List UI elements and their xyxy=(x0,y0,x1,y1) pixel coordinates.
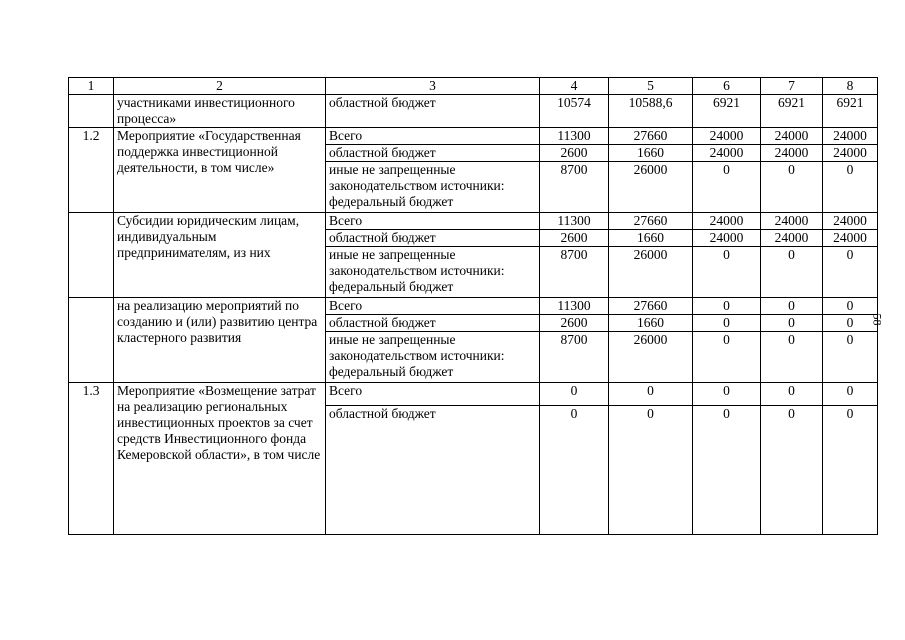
value-col4: 0 xyxy=(540,383,609,406)
item-number xyxy=(69,95,114,128)
value-col5: 10588,6 xyxy=(609,95,693,128)
value-col4: 11300 xyxy=(540,128,609,145)
value-col7: 0 xyxy=(761,315,823,332)
table-row xyxy=(69,298,878,315)
value-col6: 0 xyxy=(693,383,761,406)
value-col5: 26000 xyxy=(609,247,693,298)
item-description: участниками инвестиционного процесса» xyxy=(114,95,326,128)
value-col8: 0 xyxy=(823,315,878,332)
value-col6: 24000 xyxy=(693,128,761,145)
value-col7: 0 xyxy=(761,383,823,406)
value-col8: 0 xyxy=(823,298,878,315)
value-col5: 26000 xyxy=(609,162,693,213)
funding-source: иные не запрещенные законодательством источники: федеральный бюджет xyxy=(326,332,540,383)
page-number: 58 xyxy=(870,313,885,326)
value-col6: 24000 xyxy=(693,145,761,162)
value-col6: 0 xyxy=(693,162,761,213)
item-description: Субсидии юридическим лицам, индивидуальным предпринимателям, из них xyxy=(114,213,326,298)
value-col8: 24000 xyxy=(823,213,878,230)
value-col5: 1660 xyxy=(609,315,693,332)
header-cell: 8 xyxy=(823,78,878,95)
header-cell: 6 xyxy=(693,78,761,95)
value-col8: 0 xyxy=(823,383,878,406)
value-col6: 24000 xyxy=(693,230,761,247)
item-number: 1.2 xyxy=(69,128,114,213)
value-col5: 1660 xyxy=(609,230,693,247)
item-description: Мероприятие «Государственная поддержка инвестиционной деятельности, в том числе» xyxy=(114,128,326,213)
item-number: 1.3 xyxy=(69,383,114,535)
item-description: Мероприятие «Возмещение затрат на реализацию региональных инвестиционных проектов за счет средств Инвестиционного фонда Кемеровской области», в том числе xyxy=(114,383,326,535)
value-col4: 10574 xyxy=(540,95,609,128)
value-col5: 27660 xyxy=(609,128,693,145)
funding-source: областной бюджет xyxy=(326,406,540,535)
funding-source: иные не запрещенные законодательством источники: федеральный бюджет xyxy=(326,247,540,298)
header-cell: 5 xyxy=(609,78,693,95)
header-cell: 7 xyxy=(761,78,823,95)
value-col6: 6921 xyxy=(693,95,761,128)
funding-source: областной бюджет xyxy=(326,145,540,162)
value-col4: 0 xyxy=(540,406,609,535)
value-col7: 0 xyxy=(761,406,823,535)
value-col6: 0 xyxy=(693,298,761,315)
value-col6: 0 xyxy=(693,406,761,535)
funding-source: Всего xyxy=(326,298,540,315)
value-col4: 8700 xyxy=(540,332,609,383)
value-col4: 8700 xyxy=(540,247,609,298)
table-row xyxy=(69,128,878,145)
budget-table xyxy=(68,77,878,535)
value-col5: 1660 xyxy=(609,145,693,162)
item-description: на реализацию мероприятий по созданию и (или) развитию центра кластерного развития xyxy=(114,298,326,383)
value-col6: 0 xyxy=(693,332,761,383)
funding-source: областной бюджет xyxy=(326,315,540,332)
value-col6: 0 xyxy=(693,315,761,332)
value-col8: 24000 xyxy=(823,145,878,162)
table-row xyxy=(69,95,878,128)
value-col5: 27660 xyxy=(609,298,693,315)
value-col7: 0 xyxy=(761,298,823,315)
value-col8: 24000 xyxy=(823,128,878,145)
funding-source: областной бюджет xyxy=(326,95,540,128)
value-col8: 6921 xyxy=(823,95,878,128)
value-col7: 24000 xyxy=(761,145,823,162)
value-col5: 26000 xyxy=(609,332,693,383)
header-cell: 2 xyxy=(114,78,326,95)
value-col8: 0 xyxy=(823,406,878,535)
item-number xyxy=(69,298,114,383)
funding-source: иные не запрещенные законодательством источники: федеральный бюджет xyxy=(326,162,540,213)
header-cell: 4 xyxy=(540,78,609,95)
value-col7: 0 xyxy=(761,332,823,383)
table-row xyxy=(69,213,878,230)
value-col7: 0 xyxy=(761,162,823,213)
value-col7: 6921 xyxy=(761,95,823,128)
value-col5: 0 xyxy=(609,383,693,406)
value-col8: 0 xyxy=(823,247,878,298)
value-col7: 24000 xyxy=(761,213,823,230)
value-col4: 11300 xyxy=(540,213,609,230)
value-col7: 24000 xyxy=(761,230,823,247)
value-col6: 0 xyxy=(693,247,761,298)
header-cell: 1 xyxy=(69,78,114,95)
value-col8: 0 xyxy=(823,162,878,213)
value-col8: 24000 xyxy=(823,230,878,247)
value-col5: 0 xyxy=(609,406,693,535)
value-col8: 0 xyxy=(823,332,878,383)
value-col4: 8700 xyxy=(540,162,609,213)
value-col5: 27660 xyxy=(609,213,693,230)
funding-source: Всего xyxy=(326,383,540,406)
funding-source: Всего xyxy=(326,213,540,230)
value-col4: 11300 xyxy=(540,298,609,315)
header-cell: 3 xyxy=(326,78,540,95)
value-col4: 2600 xyxy=(540,315,609,332)
table-row xyxy=(69,383,878,406)
header-row xyxy=(69,78,878,95)
funding-source: областной бюджет xyxy=(326,230,540,247)
item-number xyxy=(69,213,114,298)
value-col7: 24000 xyxy=(761,128,823,145)
funding-source: Всего xyxy=(326,128,540,145)
value-col4: 2600 xyxy=(540,230,609,247)
value-col4: 2600 xyxy=(540,145,609,162)
value-col7: 0 xyxy=(761,247,823,298)
value-col6: 24000 xyxy=(693,213,761,230)
